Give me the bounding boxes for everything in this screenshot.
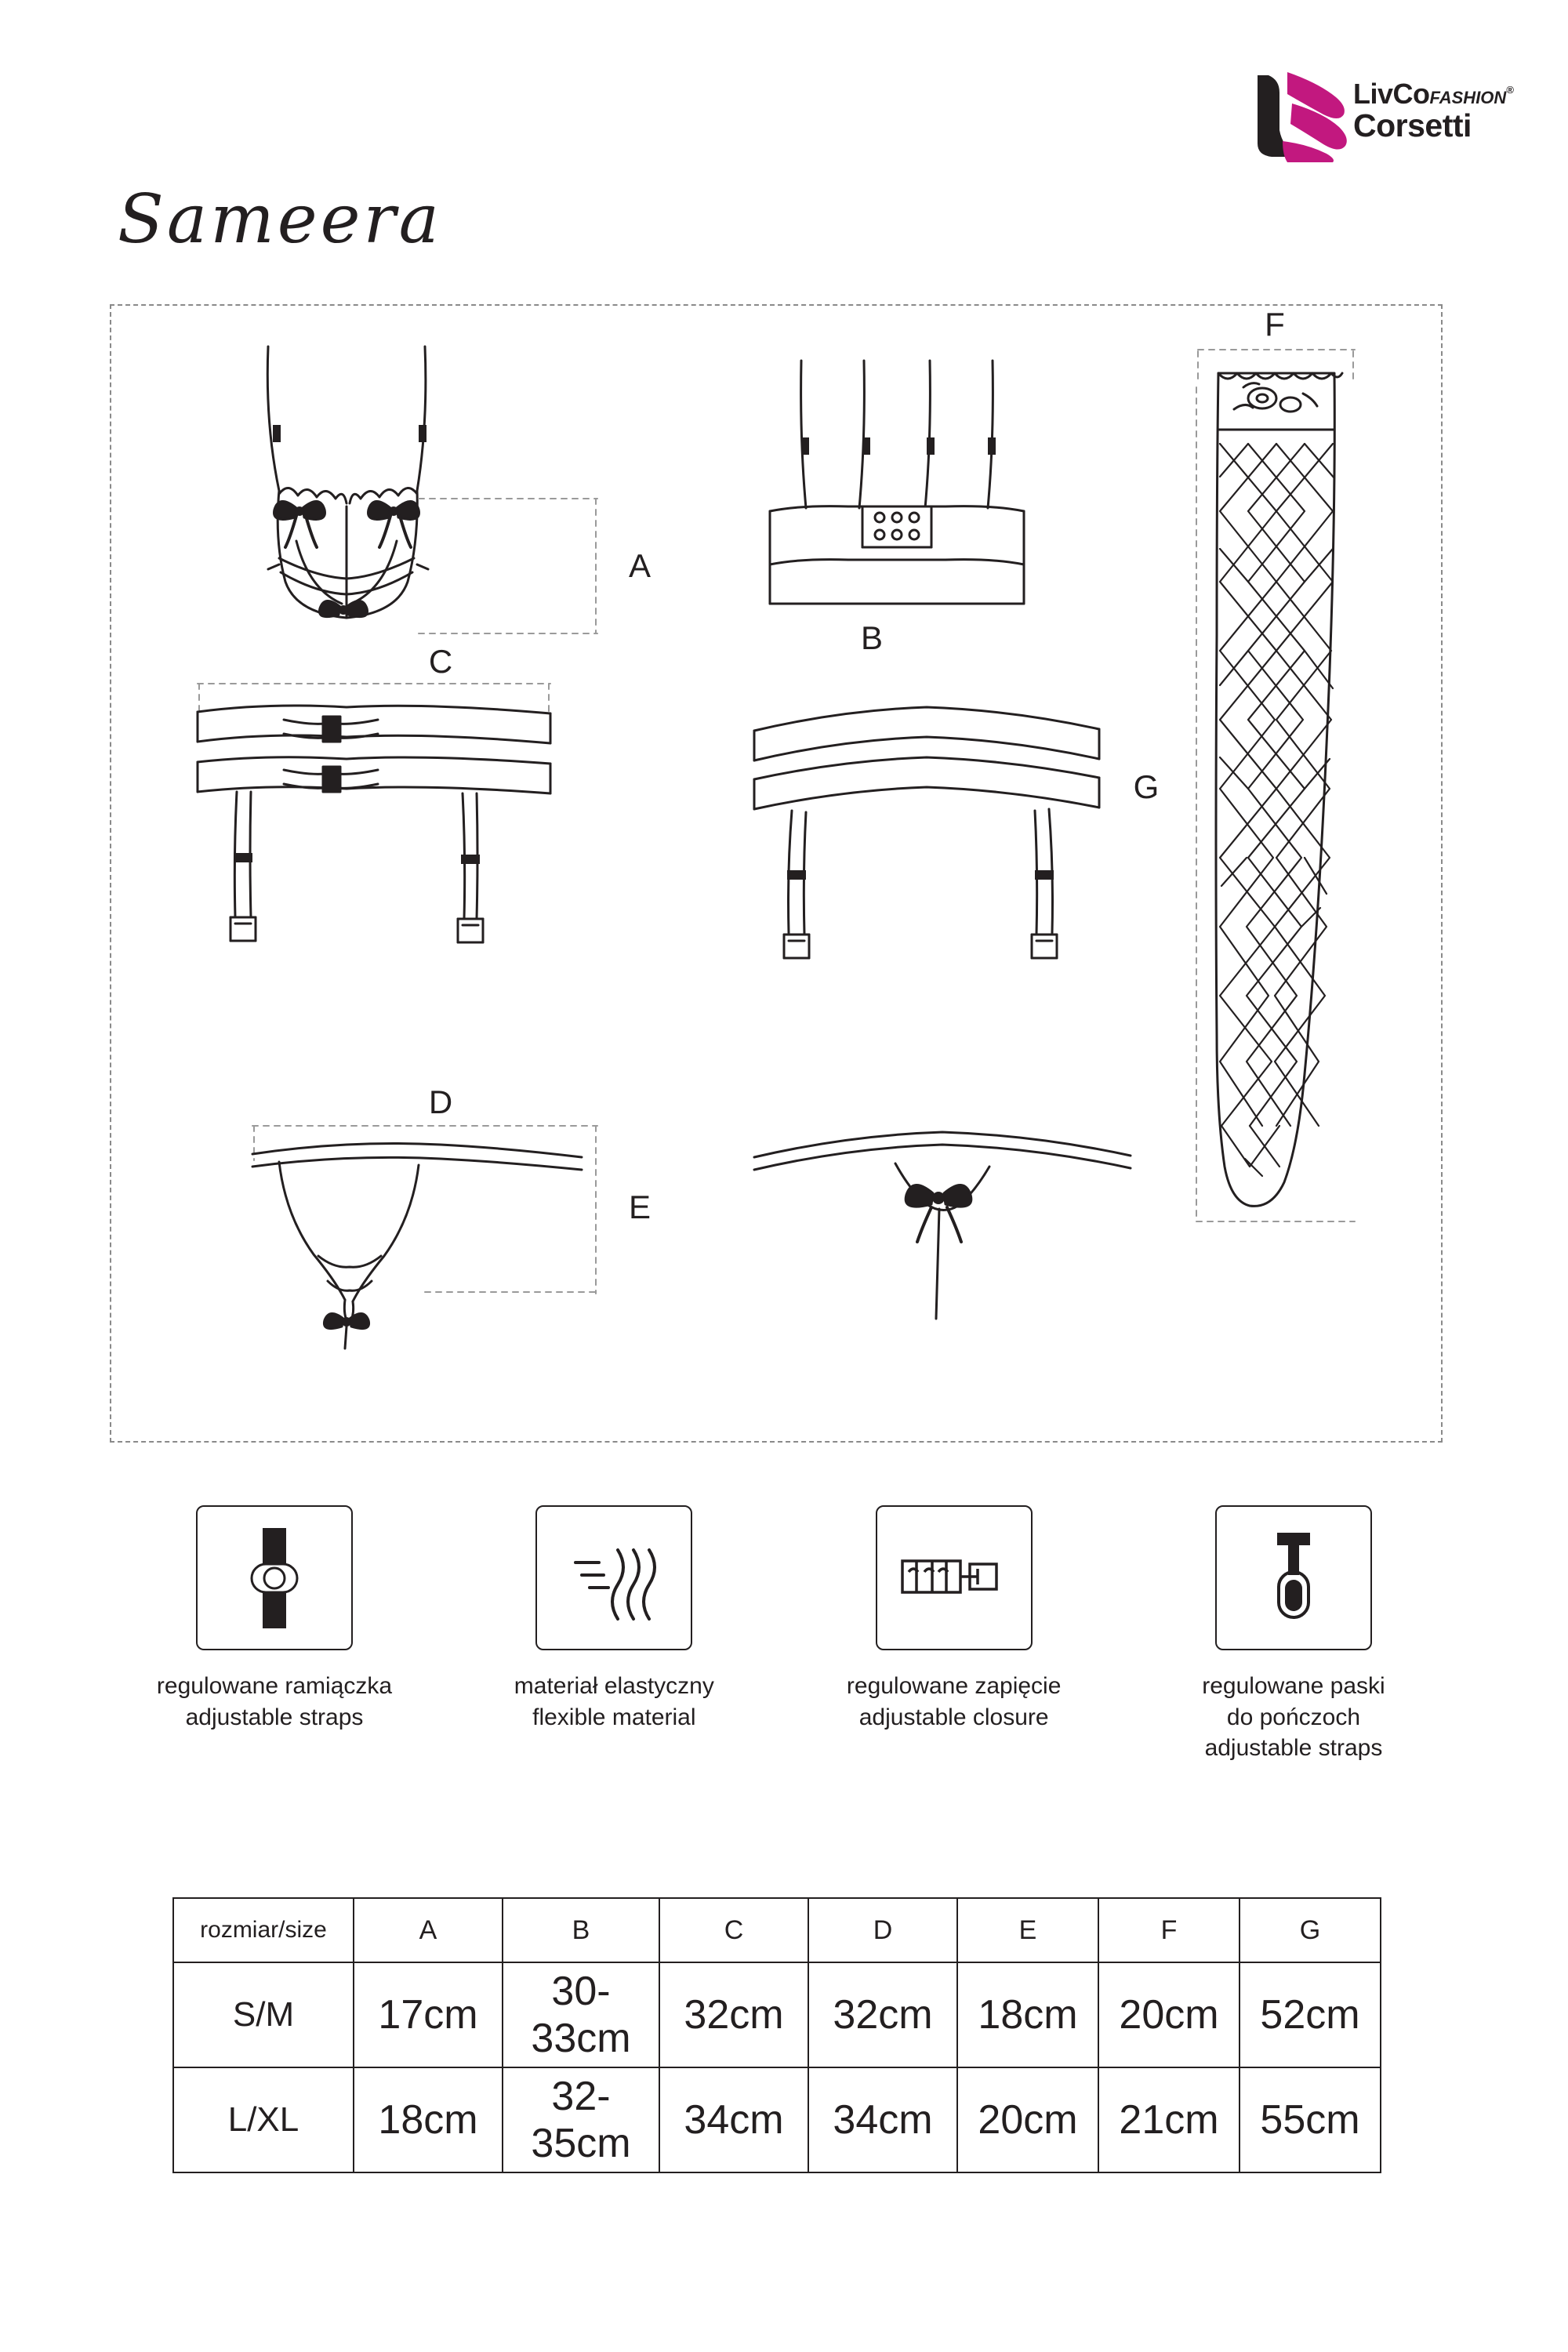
garter-belt-front-view bbox=[198, 706, 550, 942]
features-row bbox=[110, 1505, 1458, 1764]
thong-front-view bbox=[252, 1144, 582, 1349]
size-table-wrap bbox=[172, 1897, 1380, 2173]
feature-caption-en: adjustable straps bbox=[1204, 1735, 1383, 1762]
adjustable-closure-icon bbox=[876, 1505, 1033, 1650]
label-a: A bbox=[629, 547, 652, 584]
label-f: F bbox=[1265, 306, 1285, 343]
bra-front-view bbox=[267, 347, 428, 618]
label-b: B bbox=[860, 619, 884, 656]
cell-b: 32-35cm bbox=[503, 2067, 659, 2172]
cell-a: 17cm bbox=[354, 1962, 503, 2067]
table-row bbox=[173, 1962, 1381, 2067]
cell-d: 32cm bbox=[808, 1962, 957, 2067]
label-e: E bbox=[629, 1189, 652, 1225]
brand-name-line2: Corsetti bbox=[1353, 107, 1472, 143]
cell-b: 30-33cm bbox=[503, 1962, 659, 2067]
cell-g: 52cm bbox=[1240, 1962, 1381, 2067]
cell-f: 20cm bbox=[1098, 1962, 1240, 2067]
label-d: D bbox=[428, 1083, 453, 1120]
cell-f: 21cm bbox=[1098, 2067, 1240, 2172]
cell-c: 34cm bbox=[659, 2067, 808, 2172]
table-header-g: G bbox=[1240, 1898, 1381, 1962]
table-header-e: E bbox=[957, 1898, 1098, 1962]
feature-caption-pl: materiał elastyczny bbox=[514, 1673, 714, 1699]
feature-caption-pl2: do pończoch bbox=[1226, 1704, 1361, 1730]
wings-logo-icon bbox=[1251, 69, 1353, 163]
feature-adjustable-closure bbox=[789, 1505, 1119, 1764]
table-header-c: C bbox=[659, 1898, 808, 1962]
registered-mark: ® bbox=[1506, 84, 1514, 96]
cell-d: 34cm bbox=[808, 2067, 957, 2172]
table-header-a: A bbox=[354, 1898, 503, 1962]
garment-diagram bbox=[111, 306, 1441, 1441]
cell-e: 18cm bbox=[957, 1962, 1098, 2067]
stocking-view bbox=[1216, 373, 1342, 1206]
thong-back-view bbox=[754, 1132, 1131, 1319]
table-header-size: rozmiar/size bbox=[173, 1898, 354, 1962]
cell-c: 32cm bbox=[659, 1962, 808, 2067]
size-table bbox=[172, 1897, 1381, 2173]
row-size-label: L/XL bbox=[173, 2067, 354, 2172]
feature-caption-pl: regulowane paski bbox=[1202, 1673, 1385, 1699]
brand-logo bbox=[1251, 69, 1518, 171]
feature-caption-pl: regulowane zapięcie bbox=[846, 1673, 1062, 1699]
garter-belt-back-view bbox=[754, 707, 1099, 958]
feature-adjustable-garter-straps bbox=[1129, 1505, 1458, 1764]
table-row bbox=[173, 2067, 1381, 2172]
feature-caption-en: adjustable closure bbox=[858, 1704, 1049, 1730]
cell-e: 20cm bbox=[957, 2067, 1098, 2172]
feature-caption-en: flexible material bbox=[532, 1704, 696, 1730]
adjustable-straps-icon bbox=[196, 1505, 353, 1650]
adjustable-garter-straps-icon bbox=[1215, 1505, 1372, 1650]
table-header-row bbox=[173, 1898, 1381, 1962]
diagram-frame bbox=[110, 304, 1443, 1443]
flexible-material-icon bbox=[535, 1505, 692, 1650]
feature-adjustable-straps bbox=[110, 1505, 439, 1764]
cell-g: 55cm bbox=[1240, 2067, 1381, 2172]
feature-caption-en: adjustable straps bbox=[185, 1704, 364, 1730]
page-title: Sameera bbox=[118, 180, 442, 259]
table-header-f: F bbox=[1098, 1898, 1240, 1962]
brand-fashion-label: FASHION bbox=[1429, 88, 1507, 107]
feature-flexible-material bbox=[449, 1505, 779, 1764]
row-size-label: S/M bbox=[173, 1962, 354, 2067]
cell-a: 18cm bbox=[354, 2067, 503, 2172]
table-header-b: B bbox=[503, 1898, 659, 1962]
label-c: C bbox=[428, 643, 453, 680]
label-g: G bbox=[1133, 768, 1160, 805]
table-header-d: D bbox=[808, 1898, 957, 1962]
brand-name-line1: LivCo bbox=[1353, 78, 1430, 110]
feature-caption-pl: regulowane ramiączka bbox=[156, 1673, 393, 1699]
bra-back-view bbox=[770, 361, 1024, 604]
